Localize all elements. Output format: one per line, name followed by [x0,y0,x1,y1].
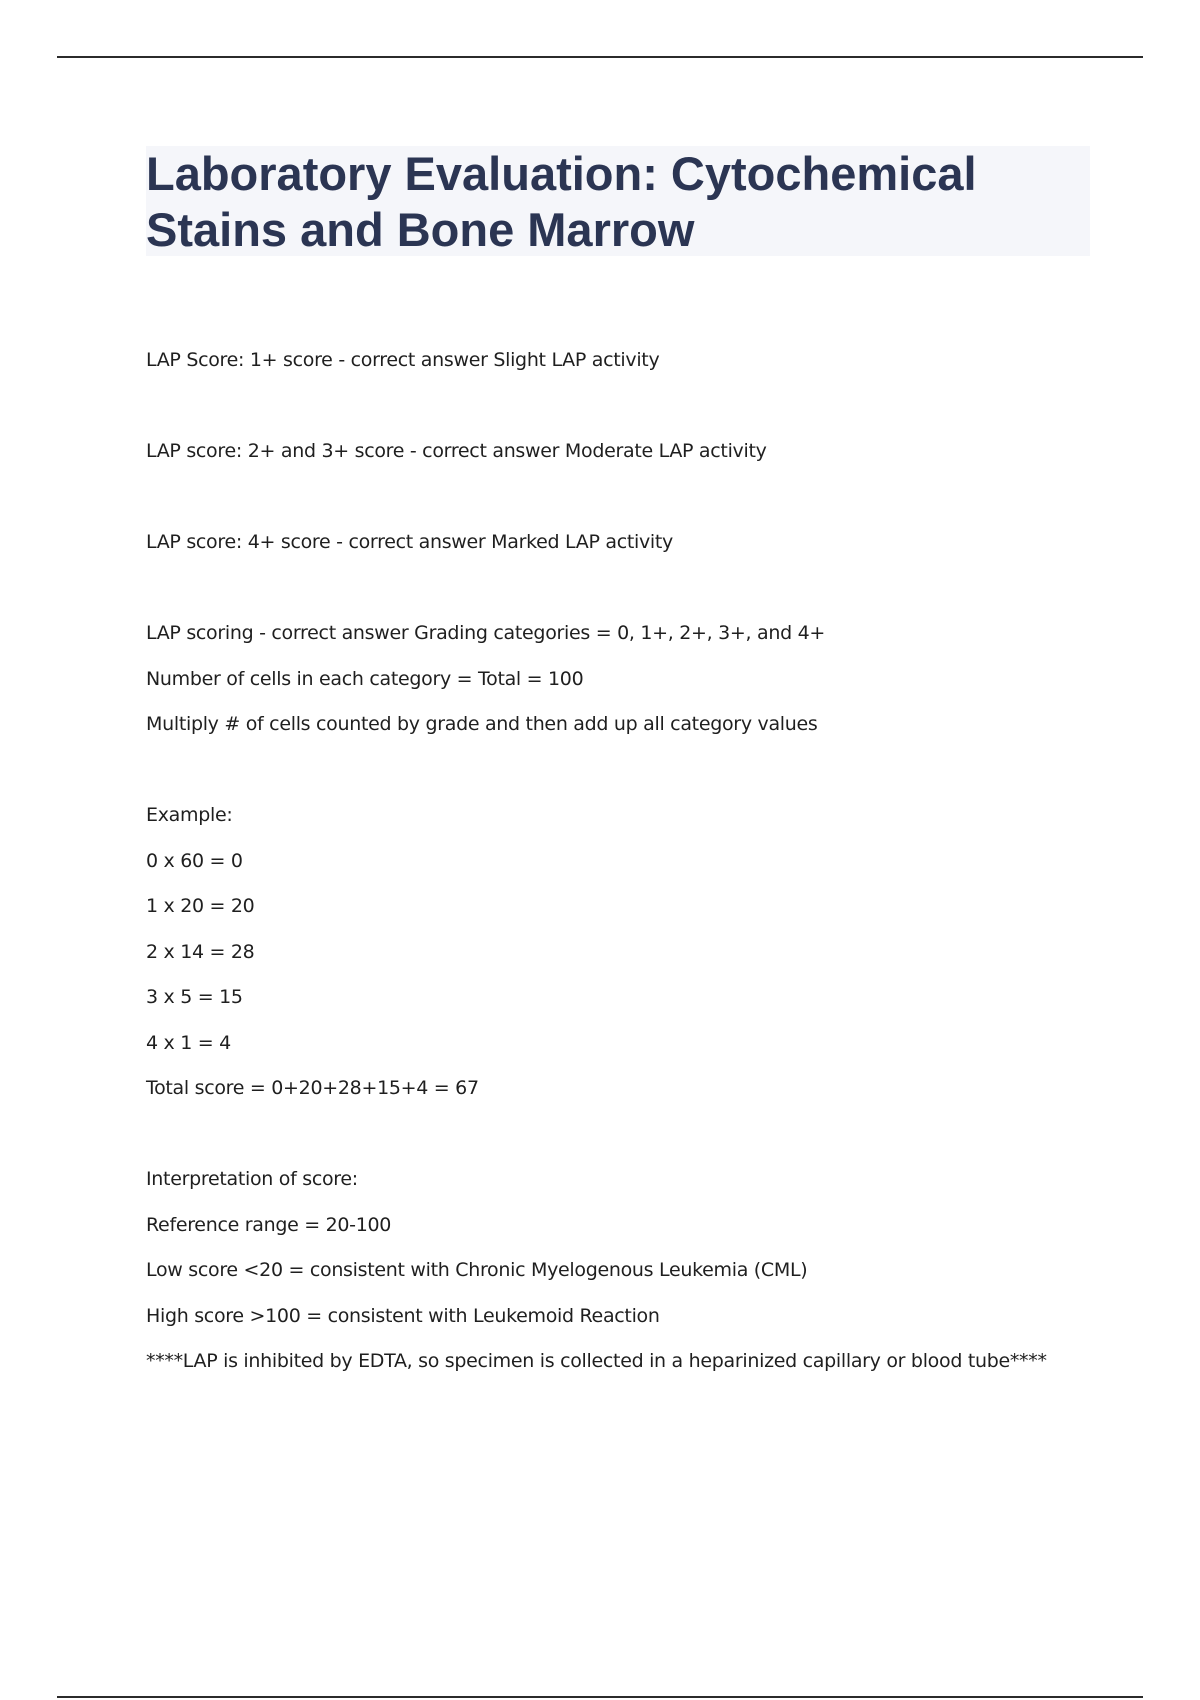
body-line: Interpretation of score: [146,1168,358,1190]
body-line: LAP Score: 1+ score - correct answer Slight LAP activity [146,349,660,371]
body-line: 0 x 60 = 0 [146,850,243,872]
body-line: Reference range = 20-100 [146,1214,392,1236]
body-line: ****LAP is inhibited by EDTA, so specimen is collected in a heparinized capillary or blood tube**** [146,1350,1047,1372]
body-line: LAP score: 2+ and 3+ score - correct answer Moderate LAP activity [146,440,767,462]
body-line: 3 x 5 = 15 [146,986,243,1008]
body-line: LAP scoring - correct answer Grading categories = 0, 1+, 2+, 3+, and 4+ [146,622,826,644]
body-line: LAP score: 4+ score - correct answer Marked LAP activity [146,531,673,553]
body-line: Low score <20 = consistent with Chronic Myelogenous Leukemia (CML) [146,1259,808,1281]
top-rule [57,56,1143,58]
bottom-rule [57,1696,1143,1698]
page-title-line-2: Stains and Bone Marrow [146,203,695,256]
body-line: High score >100 = consistent with Leukemoid Reaction [146,1305,660,1327]
body-line: Example: [146,804,233,826]
body-line: Number of cells in each category = Total = 100 [146,668,584,690]
page-title [146,146,1090,258]
body-line: 4 x 1 = 4 [146,1032,231,1054]
page-title-line-1: Laboratory Evaluation: Cytochemical [146,147,977,200]
body-line: Multiply # of cells counted by grade and then add up all category values [146,713,818,735]
title-block [146,146,1090,256]
body-line: 2 x 14 = 28 [146,941,255,963]
body-line: 1 x 20 = 20 [146,895,255,917]
body-line: Total score = 0+20+28+15+4 = 67 [146,1077,479,1099]
